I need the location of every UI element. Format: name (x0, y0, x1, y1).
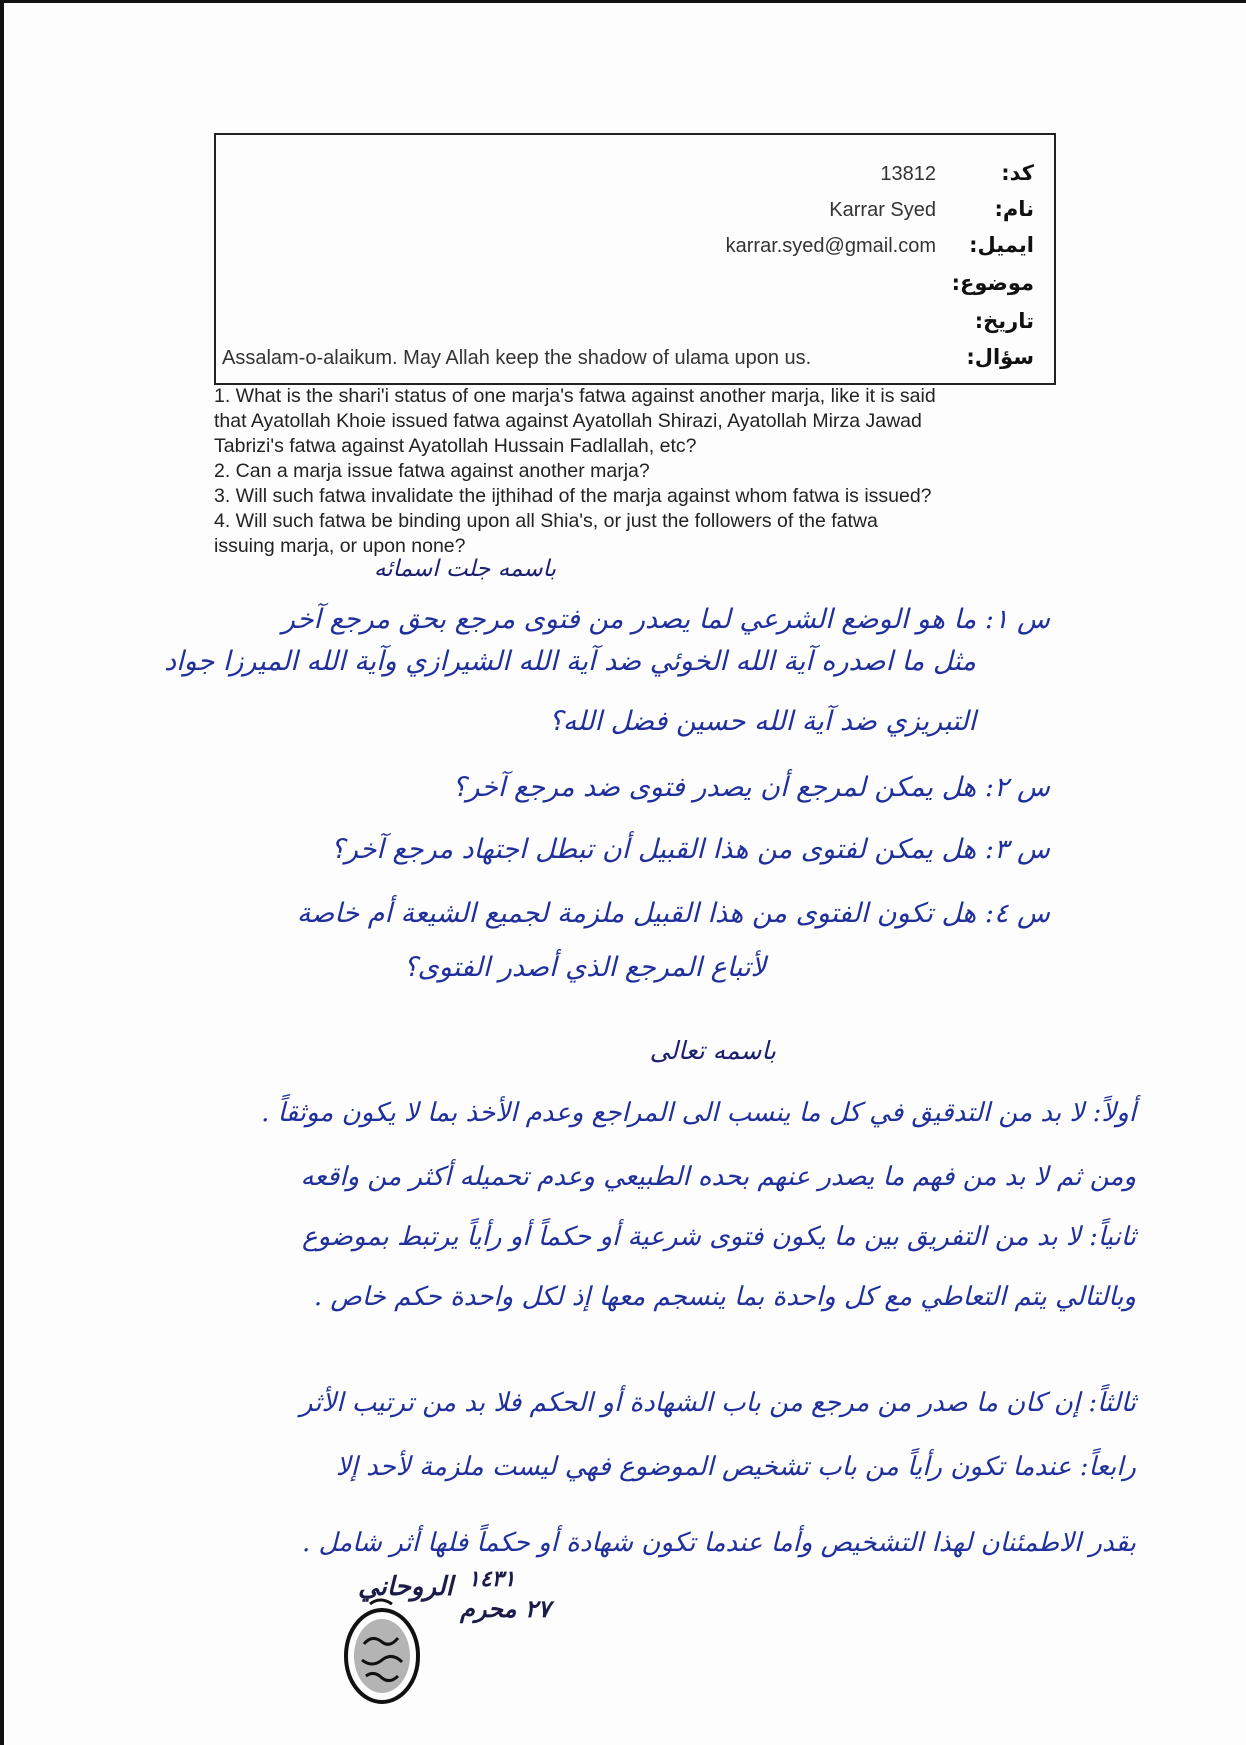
signature-name: الروحاني (358, 1572, 453, 1602)
question-line: Tabrizi's fatwa against Ayatollah Hussain Fadlallah, etc? (214, 435, 697, 457)
handwritten-answer-line: رابعاً: عندما تكون رأياً من باب تشخيص الموضوع فهي ليست ملزمة لأحد إلا (335, 1452, 1136, 1482)
handwritten-question-line: س ٣: هل يمكن لفتوى من هذا القبيل أن تبطل اجتهاد مرجع آخر؟ (330, 834, 1050, 865)
handwritten-question-line: س ١: ما هو الوضع الشرعي لما يصدر من فتوى مرجع بحق مرجع آخر (281, 604, 1050, 635)
name-row (216, 197, 1054, 231)
subject-row (216, 271, 1054, 305)
handwritten-question-line: لأتباع المرجع الذي أصدر الفتوى؟ (403, 952, 766, 983)
handwritten-answer-line: ثالثاً: إن كان ما صدر من مرجع من باب الشهادة أو الحكم فلا بد من ترتيب الأثر (299, 1388, 1136, 1418)
question-line: issuing marja, or upon none? (214, 535, 466, 557)
question-line: 2. Can a marja issue fatwa against another marja? (214, 460, 650, 482)
email-value: karrar.syed@gmail.com (725, 235, 936, 257)
handwritten-question-heading: باسمه جلت اسمائه (373, 556, 556, 582)
question-label: سؤال: (966, 345, 1034, 369)
seal-stamp-icon (340, 1594, 424, 1706)
date-label: تاریخ: (974, 309, 1034, 333)
name-value: Karrar Syed (829, 199, 936, 221)
date-row (216, 309, 1054, 343)
english-question-block (214, 384, 1054, 559)
handwritten-question-line: التبريزي ضد آية الله حسين فضل الله؟ (548, 706, 976, 737)
header-form-box (214, 133, 1056, 385)
handwritten-answer-line: ثانياً: لا بد من التفريق بين ما يكون فتوى شرعية أو حكماً أو رأياً يرتبط بموضوع (301, 1222, 1136, 1252)
question-line: 3. Will such fatwa invalidate the ijthihad of the marja against whom fatwa is issued? (214, 485, 932, 507)
question-line: 1. What is the shari'i status of one marja's fatwa against another marja, like it is said (214, 385, 936, 407)
signature-date-year: ١٤٣١ (468, 1566, 516, 1592)
handwritten-answer-line: بقدر الاطمئنان لهذا التشخيص وأما عندما تكون شهادة أو حكماً فلها أثر شامل . (302, 1528, 1136, 1558)
handwritten-answer-line: ومن ثم لا بد من فهم ما يصدر عنهم بحده الطبيعي وعدم تحميله أكثر من واقعه (300, 1162, 1136, 1192)
question-row (216, 345, 1054, 379)
email-label: ایمیل: (969, 233, 1034, 257)
question-line: 4. Will such fatwa be binding upon all Shia's, or just the followers of the fatwa (214, 510, 878, 532)
handwritten-answer-heading: باسمه تعالى (649, 1036, 776, 1065)
code-row (216, 161, 1054, 195)
code-value: 13812 (880, 163, 936, 185)
signature-date-day-month: ٢٧ محرم (460, 1594, 551, 1623)
handwritten-question-line: س ٢: هل يمكن لمرجع أن يصدر فتوى ضد مرجع آخر؟ (451, 772, 1050, 803)
question-line: that Ayatollah Khoie issued fatwa against Ayatollah Shirazi, Ayatollah Mirza Jawad (214, 410, 922, 432)
email-row (216, 233, 1054, 267)
handwritten-question-line: مثل ما اصدره آية الله الخوئي ضد آية الله الشيرازي وآية الله الميرزا جواد (164, 646, 976, 677)
subject-label: موضوع: (951, 271, 1034, 295)
scan-edge-top (0, 0, 1246, 3)
handwritten-answer-line: أولاً: لا بد من التدقيق في كل ما ينسب الى المراجع وعدم الأخذ بما لا يكون موثقاً . (261, 1098, 1136, 1128)
handwritten-answer-line: وبالتالي يتم التعاطي مع كل واحدة بما ينسجم معها إذ لكل واحدة حكم خاص . (313, 1282, 1136, 1312)
scan-edge-left (0, 0, 4, 1745)
handwritten-question-line: س ٤: هل تكون الفتوى من هذا القبيل ملزمة لجميع الشيعة أم خاصة (296, 898, 1050, 929)
greeting-text: Assalam-o-alaikum. May Allah keep the shadow of ulama upon us. (222, 347, 812, 369)
code-label: کد: (1001, 161, 1034, 185)
name-label: نام: (994, 197, 1034, 221)
